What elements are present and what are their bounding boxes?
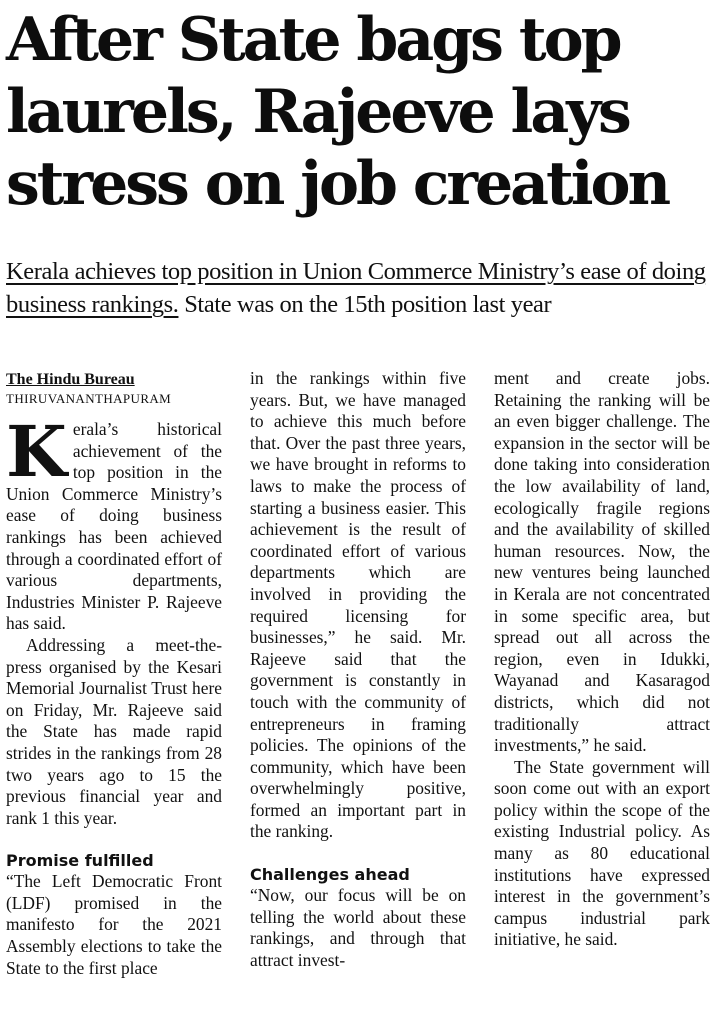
paragraph-2: Addressing a meet-the-press organised by the Kesari Memorial Journalist Trust here on Friday, Mr. Rajeeve said the State has made rapid strides in the rankings from 28 two years ago to 15 the previous financial year and rank 1 this year.	[6, 634, 222, 828]
deck	[6, 255, 710, 321]
deck-underlined: Kerala achieves top position in Union Commerce Ministry’s ease of doing business rankings.	[6, 258, 706, 318]
column-3	[494, 368, 710, 951]
dateline: THIRUVANANTHAPURAM	[6, 391, 172, 406]
paragraph-1-text: erala’s historical achievement of the top position in the Union Commerce Ministry’s ease of doing business rankings has been achieved through a coordinated effort of various departments, Industries Minister P. Rajeeve has said.	[6, 419, 222, 634]
deck-rest: State was on the 15th position last year	[178, 291, 552, 318]
paragraph-3-part-1: “The Left Democratic Front (LDF) promised in the manifesto for the 2021 Assembly elections to take the State to the first place	[6, 871, 222, 978]
headline-line-1: After State bags top	[6, 5, 620, 75]
headline	[6, 4, 710, 220]
drop-cap: K	[6, 410, 67, 493]
paragraph-4-part-1: “Now, our focus will be on telling the world about these rankings, and through that attract invest-	[250, 885, 466, 970]
paragraph-4-part-2: ment and create jobs. Retaining the ranking will be an even bigger challenge. The expansion in the sector will be done taking into consideration the low availability of land, ecologically fragile regions and the availability of skilled human resources. Now, the new ventures being launched in Kerala are not concentrated in some specific area, but spread out all across the region, even in Idukki, Wayanad and Kasaragod districts, which did not traditionally attract investments,” he said.	[494, 368, 710, 756]
column-1	[6, 368, 222, 979]
headline-line-3: stress on job creation	[6, 149, 669, 219]
paragraph-5: The State government will soon come out with an export policy within the scope of the existing Industrial policy. As many as 80 educational institutions have expressed interest in the government’s campus industrial park initiative, he said.	[494, 756, 710, 950]
paragraph-1	[6, 410, 222, 635]
paragraph-3-part-2: in the rankings within five years. But, we have managed to achieve this much before that. Over the past three years, we have brought in reforms to laws to make the process of starting a business easier. This achievement is the result of coordinated effort of various departments which are involved in providing the required licensing for businesses,” he said. Mr. Rajeeve said that the government is constantly in touch with the community of entrepreneurs in framing policies. The opinions of the community, which have been overwhelmingly positive, formed an important part in the ranking.	[250, 368, 466, 842]
subhead-challenges-ahead: Challenges ahead	[250, 865, 410, 885]
subhead-promise-fulfilled: Promise fulfilled	[6, 851, 154, 871]
byline: The Hindu Bureau	[6, 371, 135, 388]
column-2	[250, 368, 466, 971]
headline-line-2: laurels, Rajeeve lays	[6, 77, 629, 147]
